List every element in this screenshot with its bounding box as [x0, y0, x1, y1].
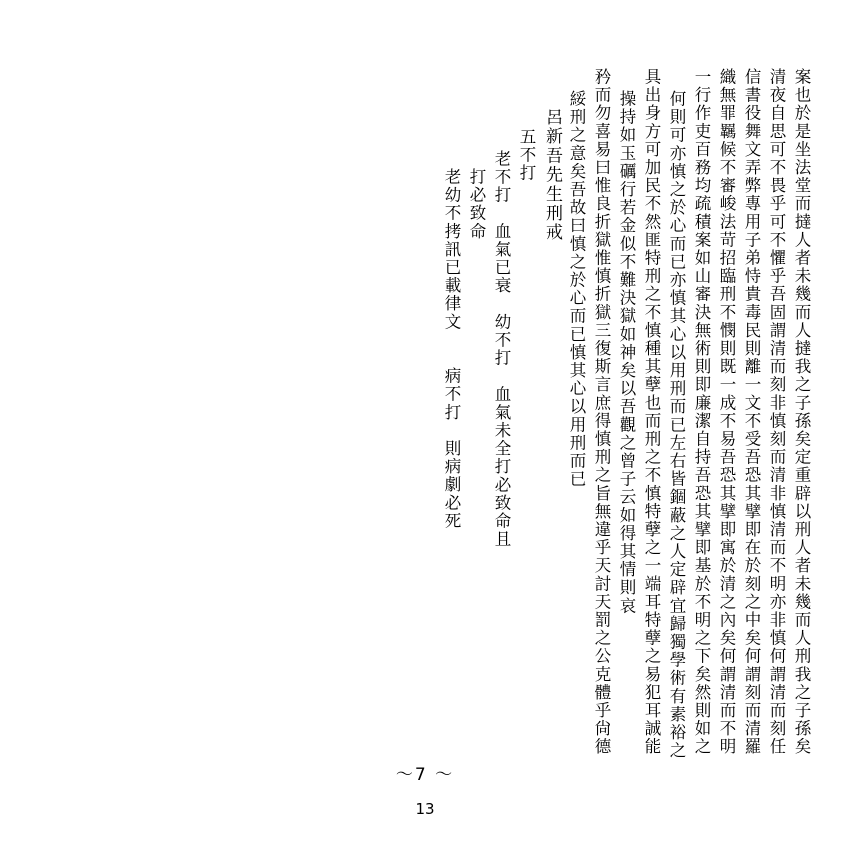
text-column-title: 呂新吾先生刑戒	[542, 108, 562, 243]
text-column: 綏刑之意矣吾故曰慎之於心而已慎其心以用刑而已	[567, 90, 586, 489]
text-column: 清夜自思可不畏乎可不懼乎吾固謂清而刻非慎刻而清非慎清而不明亦非慎何謂清而刻任	[767, 68, 786, 756]
vertical-text-block	[36, 68, 814, 760]
text-column: 織無罪羈候不審峻法苛招臨刑不憫則既一成不易吾恐其擘即寓於清之內矣何謂清而不明	[717, 68, 736, 756]
text-column: 操持如玉礪行若金似不難決獄如神矣以吾觀之曾子云如得其情則哀	[617, 90, 636, 615]
page-marker: 〜7 〜	[395, 765, 455, 785]
text-column-heading: 五不打	[517, 128, 536, 183]
page-number: 13	[415, 800, 435, 818]
text-column: 打必致命	[467, 168, 486, 241]
text-column: 案也於是坐法堂而撻人者未幾而人撻我之子孫矣定重辟以刑人者未幾而人刑我之子孫矣	[792, 68, 811, 756]
text-column: 具出身方可加民不然匪特刑之不慎種其孽也而刑之不慎特孽之一端耳特孽之易犯耳誠能	[642, 68, 661, 756]
text-column: 信書役舞文弄弊專用子弟恃貴毒民則離一文不受吾恐其擘即在於刻之中矣何謂刻而清羅	[742, 68, 761, 756]
text-column: 矜而勿喜易曰惟良折獄惟慎折獄三復斯言庶得慎刑之旨無違乎天討天罰之公克體乎尙德	[592, 68, 611, 756]
text-column: 老不打 血氣已衰 幼不打 血氣未全打必致命且	[492, 150, 511, 549]
text-column: 何則可亦慎之於心而已亦慎其心以用刑而已左右皆錮蔽之人定辟宜歸獨學術有素裕之	[667, 90, 686, 760]
text-column: 老幼不拷訊已載律文 病不打 則病劇必死	[442, 168, 461, 530]
text-column: 一行作吏百務均疏積案如山審決無術則即廉潔自持吾恐其擘即基於不明之下矣然則如之	[692, 68, 711, 756]
